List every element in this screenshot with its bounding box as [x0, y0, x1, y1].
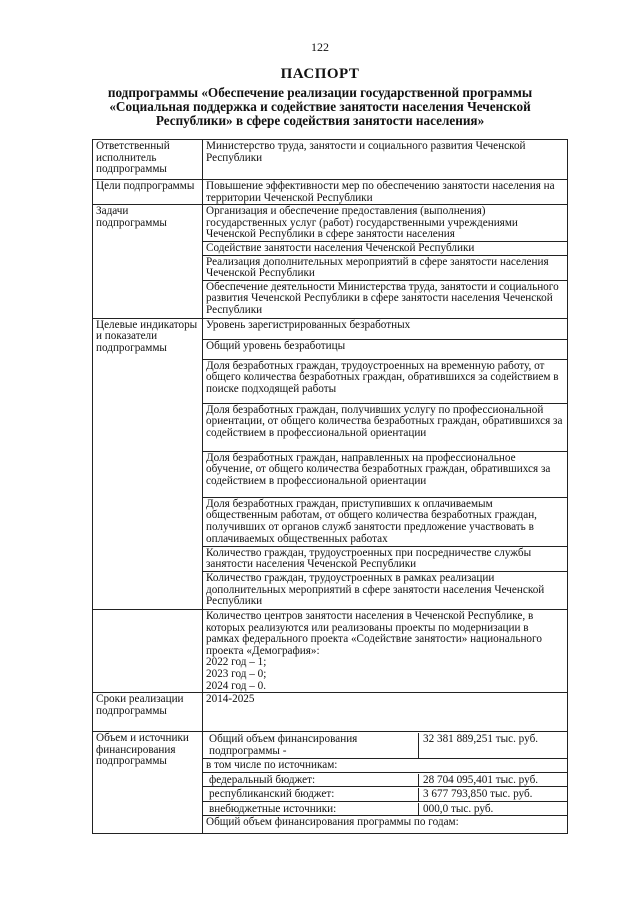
- label-executor: Ответственный исполнитель подпрограммы: [93, 140, 203, 180]
- centers-text: Количество центров занятости населения в Чеченской Республике, в которых реализуются или реализованы проекты по модернизации в рамках федерального проекта «Содействие занятости» национального проекта «Демография»:: [206, 609, 542, 657]
- row-centers: [93, 609, 568, 692]
- row-terms: [93, 693, 568, 732]
- finance-total-label: Общий объем финансирования подпрограммы -: [206, 733, 419, 758]
- task-item: Реализация дополнительных мероприятий в сфере занятости населения Чеченской Республики: [203, 255, 568, 280]
- row-goals: [93, 180, 568, 205]
- indicator-item: Доля безработных граждан, получивших услугу по профессиональной ориентации, от общего количества безработных граждан, обратившихся за содействием в профессиональной ориентации: [203, 403, 568, 451]
- indicator-item: Общий уровень безработицы: [203, 339, 568, 359]
- task-item: Организация и обеспечение предоставления (выполнения) государственных услуг (работ) государственными учреждениями Чеченской Республики в сфере занятости населения: [203, 205, 568, 242]
- passport-table: [92, 139, 568, 834]
- indicator-item: Количество граждан, трудоустроенных при посредничестве службы занятости населения Чеченской Республики: [203, 546, 568, 571]
- label-terms: Сроки реализации подпрограммы: [93, 693, 203, 732]
- indicator-centers: [203, 609, 568, 692]
- finance-republic-value: 3 677 793,850 тыс. руб.: [423, 788, 533, 801]
- label-tasks: Задачи подпрограммы: [93, 205, 203, 319]
- indicator-item: Доля безработных граждан, направленных на профессиональное обучение, от общего количества безработных граждан, обратившихся за содействием в профессиональной ориентации: [203, 451, 568, 497]
- page-number: 122: [311, 40, 329, 54]
- indicator-item: Количество граждан, трудоустроенных в рамках реализации дополнительных мероприятий в сфере занятости населения Чеченской Республики: [203, 571, 568, 609]
- task-item: Содействие занятости населения Чеченской Республики: [203, 241, 568, 255]
- row-finance: [93, 732, 568, 759]
- finance-republic: [203, 787, 568, 802]
- finance-sources-label: в том числе по источникам:: [203, 759, 568, 773]
- indicator-item: Уровень зарегистрированных безработных: [203, 318, 568, 339]
- finance-republic-label: республиканский бюджет:: [206, 788, 419, 801]
- row-executor: [93, 140, 568, 180]
- year-item: 2023 год – 0;: [206, 667, 267, 680]
- label-finance: Объем и источники финансирования подпрограммы: [93, 732, 203, 834]
- value-goals: Повышение эффективности мер по обеспечению занятости населения на территории Чеченской Республики: [203, 180, 568, 205]
- finance-by-years-label: Общий объем финансирования программы по годам:: [203, 816, 568, 834]
- value-terms: 2014-2025: [203, 693, 568, 732]
- label-empty: [93, 609, 203, 692]
- finance-offbudget-value: 000,0 тыс. руб.: [423, 802, 494, 815]
- row-task: [93, 205, 568, 242]
- centers-years: [206, 657, 564, 692]
- finance-offbudget: [203, 801, 568, 816]
- finance-total-value: 32 381 889,251 тыс. руб.: [423, 733, 539, 746]
- finance-federal-value: 28 704 095,401 тыс. руб.: [423, 773, 539, 786]
- value-executor: Министерство труда, занятости и социального развития Чеченской Республики: [203, 140, 568, 180]
- finance-federal-label: федеральный бюджет:: [206, 774, 419, 787]
- label-goals: Цели подпрограммы: [93, 180, 203, 205]
- indicator-item: Доля безработных граждан, трудоустроенных на временную работу, от общего количества безработных граждан, обратившихся за содействием в поиске подходящей работы: [203, 359, 568, 403]
- row-indicator: [93, 318, 568, 339]
- document-subtitle: подпрограммы «Обеспечение реализации государственной программы «Социальная поддержка и содействие занятости населения Чеченской Республики» в сфере содействия занятости населения»: [107, 85, 533, 128]
- task-item: Обеспечение деятельности Министерства труда, занятости и социального развития Чеченской Республики в сфере занятости населения Чеченской Республики: [203, 280, 568, 318]
- label-indicators: Целевые индикаторы и показатели подпрограммы: [93, 318, 203, 609]
- finance-offbudget-label: внебюджетные источники:: [206, 803, 419, 816]
- year-item: 2022 год – 1;: [206, 656, 267, 669]
- indicator-item: Доля безработных граждан, приступивших к оплачиваемым общественным работам, от общего количества безработных граждан, получивших от органов служб занятости предложение участвовать в оплачиваемых общественных работах: [203, 497, 568, 546]
- finance-total: [203, 732, 568, 759]
- year-item: 2024 год – 0.: [206, 679, 267, 692]
- document-title: ПАСПОРТ: [280, 66, 360, 82]
- finance-federal: [203, 772, 568, 787]
